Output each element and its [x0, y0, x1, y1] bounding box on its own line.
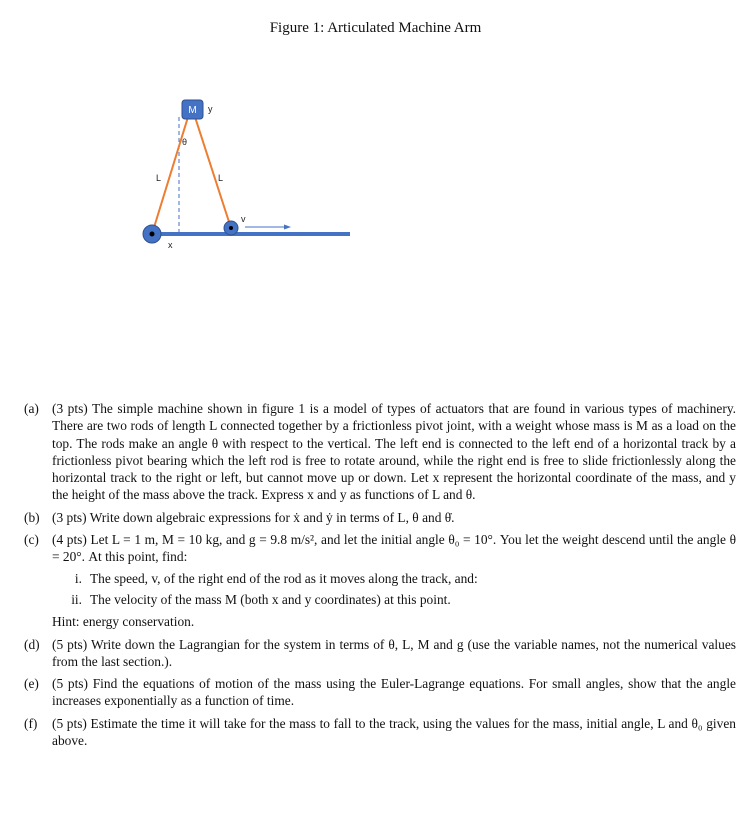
machine-arm-diagram: [0, 0, 751, 260]
subquestion-label: i.: [74, 570, 82, 586]
question-f: [24, 715, 736, 750]
question-d: [24, 636, 736, 671]
subquestion-label: ii.: [71, 591, 82, 607]
question-text: Let L = 1 m, M = 10 kg, and g = 9.8 m/s², and let the initial angle θ₀ = 10°. You let the weight descend until the angle θ = 20°. At this point, find:: [52, 532, 736, 565]
question-label: (b): [24, 509, 40, 525]
v-label: v: [241, 214, 246, 224]
question-c: [24, 531, 736, 630]
question-points: (5 pts): [52, 715, 87, 731]
subquestion-text: The speed, v, of the right end of the rod as it moves along the track, and:: [90, 570, 478, 586]
mass-label: M: [188, 105, 197, 116]
theta-label: θ: [182, 137, 188, 147]
question-text: Write down algebraic expressions for ẋ and ẏ in terms of L, θ and θ̇.: [89, 509, 455, 525]
x-label: x: [168, 240, 173, 250]
question-text: Estimate the time it will take for the mass to fall to the track, using the values for the mass, initial angle, L and θ₀ given above.: [52, 715, 736, 749]
question-b: [24, 509, 736, 526]
question-label: (c): [24, 532, 39, 548]
figure-caption: Figure 1: Articulated Machine Arm: [269, 20, 482, 36]
subquestion-i: [52, 570, 736, 587]
left-pivot-center: [150, 232, 155, 237]
right-rod-label: L: [218, 173, 224, 183]
question-text: The simple machine shown in figure 1 is a model of types of actuators that are found in various types of machinery. There are two rods of length L connected together by a frictionless pivot joint, with a weight whose mass is M as a load on the top. The rods make an angle θ with respect to the vertical. The left end is connected to the left end of a horizontal track by a frictionless pivot bearing which the left rod is free to rotate around, while the right end is free to slide frictionlessly along the horizontal track to the right or left, but cannot move up or down. Let x represent the horizontal coordinate of the mass, and y the height of the mass above the track. Express x and y as functions of L and θ.: [52, 401, 736, 503]
question-a: [24, 400, 736, 504]
right-rod: [195, 117, 231, 228]
subquestion-list: [52, 570, 736, 609]
question-label: (a): [24, 401, 39, 416]
question-label: (d): [24, 636, 40, 652]
left-rod-label: L: [156, 173, 162, 183]
y-label: y: [208, 104, 213, 114]
right-slider-center: [229, 226, 233, 230]
question-points: (3 pts): [52, 401, 88, 416]
question-points: (4 pts): [52, 532, 87, 548]
velocity-arrowhead: [284, 225, 291, 230]
question-label: (f): [24, 715, 38, 731]
subquestion-ii: [52, 591, 736, 608]
question-points: (5 pts): [52, 636, 88, 652]
hint-text: Hint: energy conservation.: [52, 614, 195, 630]
question-label: (e): [24, 676, 39, 692]
question-e: [24, 675, 736, 710]
subquestion-text: The velocity of the mass M (both x and y coordinates) at this point.: [90, 591, 451, 607]
question-points: (5 pts): [52, 676, 88, 692]
question-points: (3 pts): [52, 509, 87, 525]
question-list: [24, 400, 736, 754]
question-text: Write down the Lagrangian for the system in terms of θ, L, M and g (use the variable names, not the numerical values from the last section.).: [52, 636, 736, 669]
question-text: Find the equations of motion of the mass using the Euler-Lagrange equations. For small angles, show that the angle increases exponentially as a function of time.: [52, 676, 736, 709]
